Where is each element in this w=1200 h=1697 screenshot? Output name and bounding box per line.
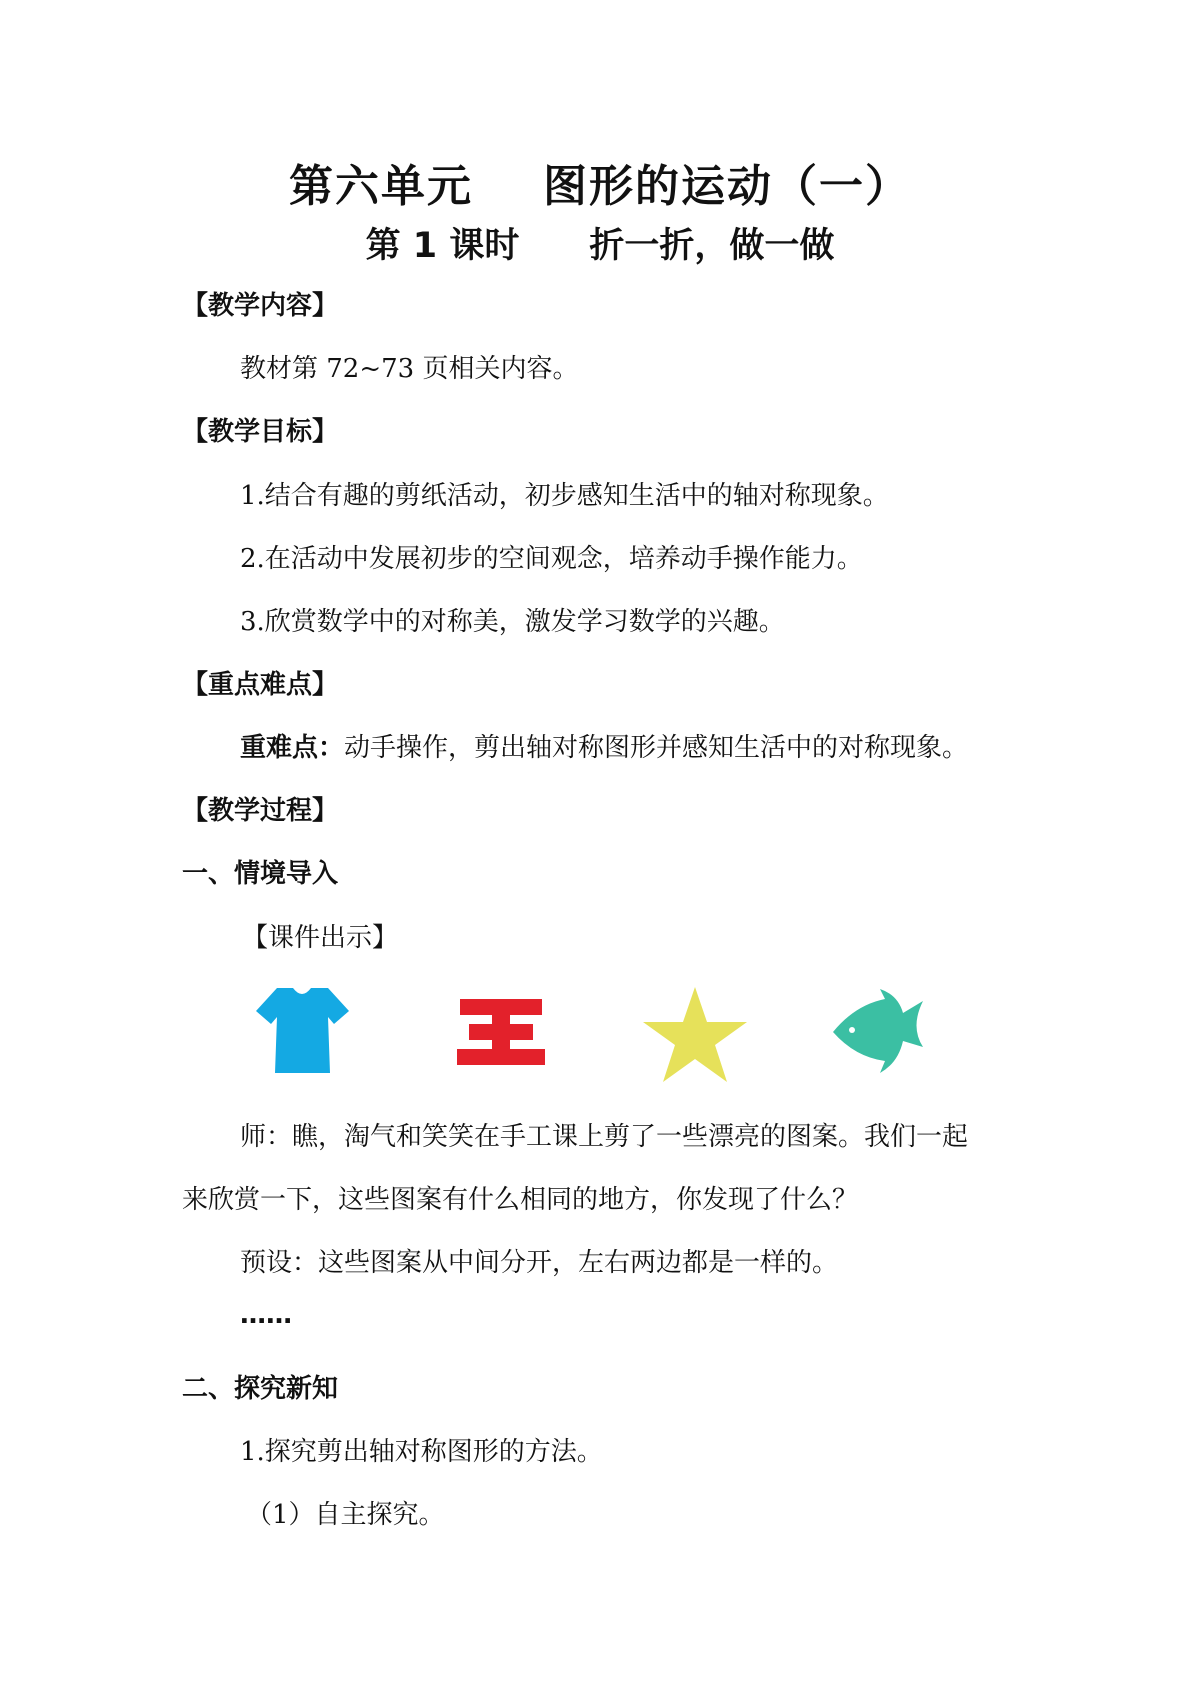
- key-label: 重难点：: [240, 733, 345, 763]
- shirt-icon: [255, 985, 350, 1075]
- unit-title: [0, 150, 1200, 214]
- unit-label: 第六单元: [289, 161, 473, 212]
- wang-character-icon: [455, 997, 547, 1067]
- lesson-topic: 折一折，做一做: [589, 226, 835, 266]
- lesson-label: 第 1 课时: [365, 226, 520, 266]
- part2-sub-1: （1）自主探究。: [246, 1500, 445, 1530]
- fish-icon: [830, 987, 925, 1077]
- pattern-images: [255, 985, 935, 1095]
- content-heading: 【教学内容】: [182, 291, 339, 321]
- goal-item: 1.结合有趣的剪纸活动，初步感知生活中的轴对称现象。: [240, 481, 889, 511]
- preset-line: 预设：这些图案从中间分开，左右两边都是一样的。: [240, 1248, 839, 1278]
- key-text: 动手操作，剪出轴对称图形并感知生活中的对称现象。: [344, 733, 969, 763]
- unit-topic: 图形的运动（一）: [543, 161, 911, 212]
- star-icon: [640, 985, 750, 1085]
- teacher-line-2: 来欣赏一下，这些图案有什么相同的地方，你发现了什么？: [182, 1185, 859, 1215]
- content-text: 教材第 72~73 页相关内容。: [240, 354, 579, 384]
- teacher-line-1: 师：瞧，淘气和笑笑在手工课上剪了一些漂亮的图案。我们一起: [240, 1122, 969, 1152]
- ellipsis: ……: [240, 1300, 292, 1330]
- key-line: [240, 727, 968, 764]
- goals-heading: 【教学目标】: [182, 417, 339, 447]
- process-heading: 【教学过程】: [182, 796, 339, 826]
- part2-item-1: 1.探究剪出轴对称图形的方法。: [240, 1437, 603, 1467]
- part2-heading: 二、探究新知: [182, 1374, 339, 1404]
- goal-item: 3.欣赏数学中的对称美，激发学习数学的兴趣。: [240, 607, 785, 637]
- goal-item: 2.在活动中发展初步的空间观念，培养动手操作能力。: [240, 544, 863, 574]
- courseware-label: 【课件出示】: [242, 923, 399, 953]
- key-heading: 【重点难点】: [182, 670, 339, 700]
- lesson-title: [0, 218, 1200, 268]
- part1-heading: 一、情境导入: [182, 859, 339, 889]
